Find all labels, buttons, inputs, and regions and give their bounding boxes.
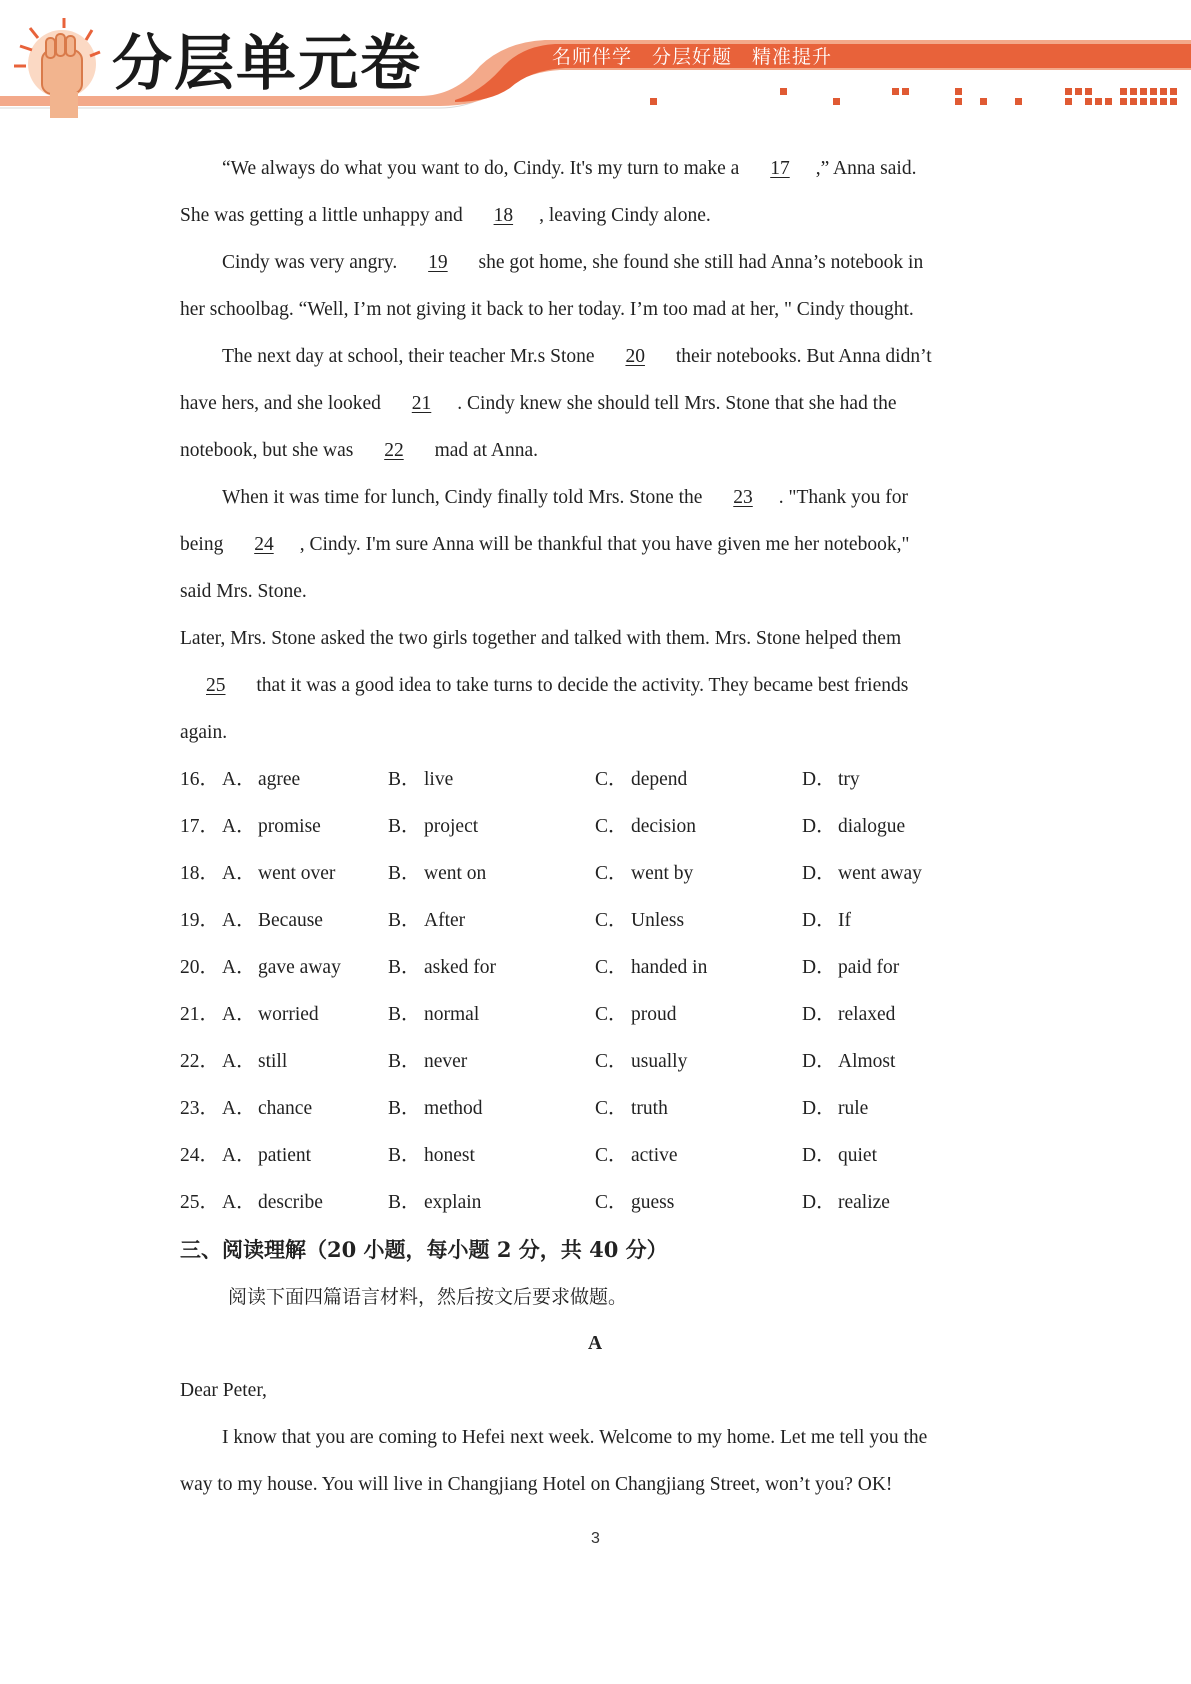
passage-line: 25 that it was a good idea to take turns to decide the activity. They became best friends [180,671,908,701]
passage-line: her schoolbag. “Well, I’m not giving it back to her today. I’m too mad at her, " Cindy thought. [180,299,914,320]
option-letter: D． [802,1192,836,1213]
option-letter: C． [595,863,628,884]
letter-greeting: Dear Peter, [180,1380,267,1401]
option-letter: B． [388,1192,421,1213]
answer-option [222,1188,323,1218]
answer-option [388,765,453,795]
option-letter: D． [802,863,836,884]
blank-20: 20 [625,346,645,367]
answer-option [595,765,687,795]
option-text: promise [258,816,321,837]
option-text: still [258,1051,288,1072]
option-text: describe [258,1192,323,1213]
option-letter: A． [222,769,256,790]
passage-line: The next day at school, their teacher Mr.s Stone 20 their notebooks. But Anna didn’t [222,346,932,367]
passage-label: A [587,1333,603,1354]
option-letter: A． [222,1145,256,1166]
option-text: gave away [258,957,341,978]
slogan-1: 名师伴学 [552,46,633,68]
passage-line: have hers, and she looked 21 . Cindy knew she should tell Mrs. Stone that she had the [180,393,897,414]
passage-line: again. [180,722,228,743]
option-text: chance [258,1098,313,1119]
option-letter: B． [388,1145,421,1166]
page-number: 3 [591,1530,600,1547]
answer-option [802,812,905,842]
answer-option [222,1000,319,1030]
answer-option [595,812,696,842]
answer-option [388,1188,481,1218]
option-letter: D． [802,1145,836,1166]
answer-option [388,859,486,889]
blank-25: 25 [206,675,226,696]
slogan-3: 精准提升 [752,46,833,68]
blank-23: 23 [733,487,753,508]
answer-option [595,906,684,936]
option-text: normal [424,1004,480,1025]
option-text: truth [631,1098,668,1119]
blank-19: 19 [428,252,448,273]
answer-option [222,906,323,936]
question-number: 25． [180,1192,220,1213]
option-letter: B． [388,1004,421,1025]
option-text: honest [424,1145,475,1166]
answer-option [802,765,860,795]
option-text: project [424,816,479,837]
option-letter: C． [595,769,628,790]
option-letter: D． [802,1051,836,1072]
option-text: method [424,1098,483,1119]
option-text: depend [631,769,688,790]
passage-line: being 24 , Cindy. I'm sure Anna will be thankful that you have given me her notebook," [180,534,910,555]
decorative-dots [650,88,1177,105]
option-text: active [631,1145,678,1166]
option-text: never [424,1051,468,1072]
option-letter: B． [388,1098,421,1119]
question-number: 23． [180,1098,220,1119]
answer-option [595,859,693,889]
answer-option [595,1094,668,1124]
question-row [180,1141,1010,1171]
option-letter: D． [802,1098,836,1119]
question-row [180,953,1010,983]
option-letter: B． [388,957,421,978]
question-number: 18． [180,863,220,884]
answer-option [388,953,496,983]
answer-option [388,1094,483,1124]
answer-option [222,859,335,889]
slogan-2: 分层好题 [652,46,733,68]
section-title: 三、阅读理解（20 小题，每小题 2 分，共 40 分） [180,1237,668,1262]
option-text: usually [631,1051,688,1072]
option-text: quiet [838,1145,877,1166]
answer-option [595,1141,678,1171]
question-row [180,906,1010,936]
answer-option [388,1141,475,1171]
option-text: worried [258,1004,319,1025]
option-text: handed in [631,957,708,978]
answer-option [388,812,478,842]
option-text: Because [258,910,323,931]
answer-option [595,953,707,983]
answer-option [388,1047,467,1077]
option-letter: C． [595,1004,628,1025]
answer-option [802,1188,890,1218]
option-text: asked for [424,957,497,978]
option-letter: C． [595,816,628,837]
option-letter: B． [388,816,421,837]
option-letter: A． [222,816,256,837]
page-header [0,0,1191,130]
option-letter: C． [595,1098,628,1119]
option-letter: B． [388,910,421,931]
option-letter: C． [595,957,628,978]
section-instruction: 阅读下面四篇语言材料，然后按文后要求做题。 [228,1286,628,1308]
option-letter: B． [388,863,421,884]
blank-21: 21 [411,393,432,414]
option-letter: A． [222,863,256,884]
option-letter: B． [388,769,421,790]
question-row [180,859,1010,889]
answer-option [802,906,851,936]
passage-line: She was getting a little unhappy and 18 , leaving Cindy alone. [180,205,711,226]
answer-option [802,1094,868,1124]
passage-line: When it was time for lunch, Cindy finally told Mrs. Stone the 23 . "Thank you for [222,487,909,508]
option-text: went over [258,863,336,884]
answer-option [802,859,922,889]
option-letter: D． [802,1004,836,1025]
blank-22: 22 [384,440,404,461]
question-row [180,812,1010,842]
question-row [180,765,1010,795]
question-number: 17． [180,816,220,837]
option-letter: A． [222,1098,256,1119]
question-number: 22． [180,1051,220,1072]
option-text: went away [838,863,922,884]
question-row [180,1000,1010,1030]
option-letter: B． [388,1051,421,1072]
question-number: 21． [180,1004,220,1025]
option-letter: A． [222,1051,256,1072]
option-text: Almost [838,1051,896,1072]
option-text: proud [631,1004,677,1025]
blank-18: 18 [493,205,514,226]
answer-option [802,1000,895,1030]
passage-line: notebook, but she was 22 mad at Anna. [180,440,538,461]
option-text: relaxed [838,1004,896,1025]
answer-option [388,1000,479,1030]
answer-option [222,1094,312,1124]
answer-option [802,1141,877,1171]
answer-option [595,1000,677,1030]
answer-option [595,1188,674,1218]
option-text: rule [838,1098,869,1119]
option-letter: A． [222,1192,256,1213]
answer-option [222,765,300,795]
passage-line: way to my house. You will live in Changjiang Hotel on Changjiang Street, won’t you? OK! [180,1474,893,1495]
option-text: agree [258,769,301,790]
option-letter: C． [595,1051,628,1072]
answer-option [222,1141,311,1171]
option-letter: D． [802,957,836,978]
option-letter: C． [595,1192,628,1213]
option-text: realize [838,1192,890,1213]
option-text: went by [631,863,694,884]
option-letter: D． [802,910,836,931]
answer-option [802,953,899,983]
passage-line: Cindy was very angry. 19 she got home, she found she still had Anna’s notebook in [222,252,924,273]
option-letter: C． [595,910,628,931]
header-slogans [552,44,852,70]
blank-24: 24 [254,534,274,555]
passage-line: I know that you are coming to Hefei next week. Welcome to my home. Let me tell you the [222,1427,928,1448]
option-letter: A． [222,957,256,978]
option-text: If [838,910,851,931]
option-text: patient [258,1145,312,1166]
option-text: dialogue [838,816,906,837]
option-text: try [838,769,860,790]
question-row [180,1094,1010,1124]
option-text: After [424,910,466,931]
answer-option [222,1047,287,1077]
passage-line: said Mrs. Stone. [180,581,307,602]
option-text: explain [424,1192,482,1213]
answer-option [222,812,321,842]
option-text: Unless [631,910,685,931]
option-letter: A． [222,910,256,931]
option-text: live [424,769,454,790]
brand-title: 分层单元卷 [112,29,422,99]
option-text: decision [631,816,696,837]
question-number: 24． [180,1145,220,1166]
option-letter: D． [802,769,836,790]
question-number: 16． [180,769,220,790]
blank-17: 17 [770,158,790,179]
option-text: went on [424,863,487,884]
passage-line: “We always do what you want to do, Cindy. It's my turn to make a 17 ,” Anna said. [222,158,917,179]
answer-option [802,1047,895,1077]
option-text: guess [631,1192,675,1213]
question-number: 20． [180,957,220,978]
question-number: 19． [180,910,220,931]
option-letter: D． [802,816,836,837]
question-row [180,1188,1010,1218]
option-text: paid for [838,957,900,978]
option-letter: A． [222,1004,256,1025]
answer-option [595,1047,687,1077]
passage-line: Later, Mrs. Stone asked the two girls together and talked with them. Mrs. Stone helped them [180,628,902,649]
answer-option [388,906,465,936]
answer-option [222,953,341,983]
option-letter: C． [595,1145,628,1166]
question-row [180,1047,1010,1077]
